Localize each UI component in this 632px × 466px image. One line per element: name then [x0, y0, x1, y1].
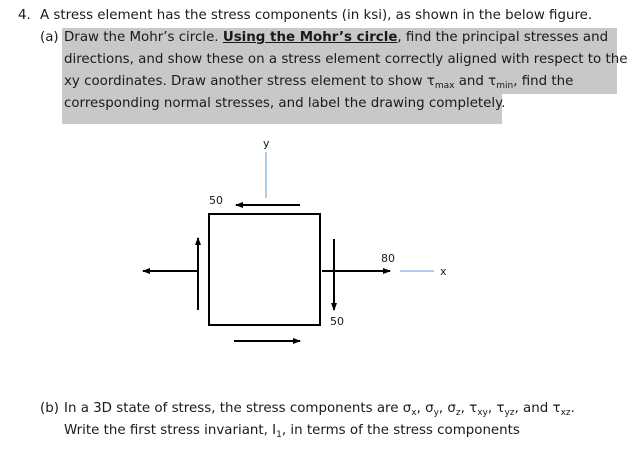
question-number: 4. — [18, 8, 31, 23]
part-a-line-3-a: xy coordinates. Draw another stress element to show τ — [64, 74, 435, 89]
part-b-line-2-text: Write the first stress invariant, I — [64, 423, 277, 438]
tau-yz-subscript: yz — [504, 408, 515, 418]
tau-xy-subscript: xy — [477, 408, 488, 418]
stress-element-square — [209, 214, 320, 325]
sigma-symbol: σ — [425, 401, 434, 416]
tau-symbol: τ — [469, 401, 478, 416]
part-b-line-1-text: In a 3D state of stress, the stress components are σ — [64, 401, 412, 416]
separator: , — [416, 401, 426, 416]
question-intro: A stress element has the stress components (in ksi), as shown in the below figure. — [40, 8, 593, 23]
sigma-x-subscript: x — [411, 408, 417, 418]
part-a-line-2: directions, and show these on a stress element correctly aligned with respect to the — [64, 52, 628, 67]
separator: , — [460, 401, 470, 416]
y-axis-label: y — [263, 137, 270, 150]
and-text: , and τ — [514, 401, 561, 416]
sigma-z-subscript: z — [455, 408, 461, 418]
part-a-line-1-pre: Draw the Mohr’s circle. — [64, 30, 223, 45]
right-shear-value: 50 — [330, 315, 344, 328]
part-a-label: (a) — [40, 30, 59, 45]
part-a-line-1-emphasis: Using the Mohr’s circle — [222, 30, 398, 45]
sigma-y-subscript: y — [433, 408, 439, 418]
part-b-label: (b) — [40, 401, 59, 416]
invariant-subscript: 1 — [276, 430, 282, 440]
top-shear-value: 50 — [209, 194, 223, 207]
sigma-symbol: σ — [447, 401, 456, 416]
tau-xz-subscript: xz — [560, 408, 571, 418]
x-axis-label: x — [440, 265, 447, 278]
part-a-line-3-b: and τ — [454, 74, 497, 89]
tau-min-subscript: min — [496, 81, 514, 91]
part-a-line-3-c: , find the — [513, 74, 574, 89]
separator: , — [438, 401, 448, 416]
part-b-line-2 — [64, 420, 520, 442]
tau-max-subscript: max — [434, 81, 455, 91]
right-normal-value: 80 — [381, 252, 395, 265]
part-a-line-1-post: , find the principal stresses and — [397, 30, 609, 45]
period: . — [570, 401, 575, 416]
part-a-line-4: corresponding normal stresses, and label the drawing completely. — [64, 96, 506, 111]
separator: , — [487, 401, 497, 416]
part-b-line-1 — [64, 398, 575, 420]
tau-symbol: τ — [496, 401, 505, 416]
part-b-line-2-tail: , in terms of the stress components — [281, 423, 520, 438]
